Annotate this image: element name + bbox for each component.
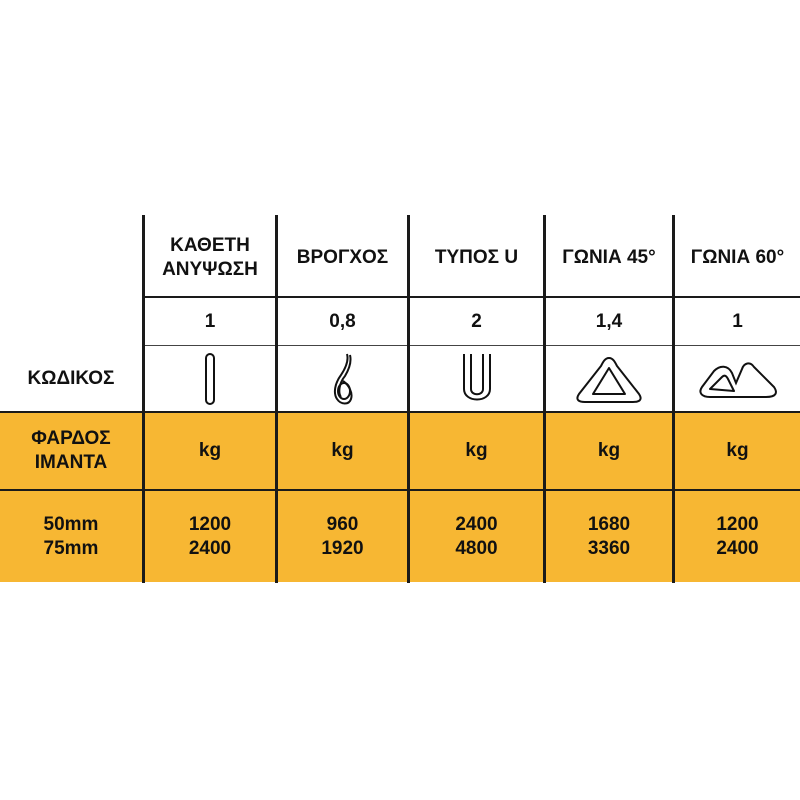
width-value: 50mm xyxy=(43,514,99,536)
factor-value: 1 xyxy=(204,311,216,333)
factor-value: 1,4 xyxy=(595,311,623,333)
width-values xyxy=(0,492,142,582)
capacity-value: 4800 xyxy=(455,538,498,559)
capacity-value: 1920 xyxy=(321,538,364,559)
width-value: 75mm xyxy=(43,538,99,559)
header-angle-45: ΓΩΝΙΑ 45° xyxy=(562,247,656,269)
capacity-cell xyxy=(546,492,672,582)
capacity-cell xyxy=(278,492,407,582)
factor-value: 0,8 xyxy=(329,311,356,333)
header-choker: ΒΡΟΓΧΟΣ xyxy=(296,247,389,269)
factor-value: 2 xyxy=(471,311,482,333)
row-divider xyxy=(0,411,800,413)
row-divider xyxy=(143,296,800,298)
capacity-cell xyxy=(410,492,543,582)
capacity-value: 1200 xyxy=(188,514,232,536)
factor-value: 1 xyxy=(732,311,743,333)
header-vertical-lift xyxy=(145,222,275,294)
vertical-sling-icon xyxy=(145,347,275,411)
code-label: ΚΩΔΙΚΟΣ xyxy=(27,368,115,390)
angle-45-sling-icon xyxy=(546,347,672,411)
row-divider xyxy=(143,345,800,346)
row-divider xyxy=(0,489,800,491)
capacity-value: 2400 xyxy=(716,538,759,559)
capacity-cell xyxy=(675,492,800,582)
header-line: ΚΑΘΕΤΗ xyxy=(170,235,250,257)
width-label-line: ΦΑΡΔΟΣ xyxy=(31,428,111,450)
capacity-value: 3360 xyxy=(587,538,631,559)
capacity-value: 1200 xyxy=(716,514,759,536)
header-line: ΑΝΥΨΩΣΗ xyxy=(162,259,258,280)
unit-cell: kg xyxy=(198,440,222,462)
header-u-type: ΤΥΠΟΣ U xyxy=(434,247,519,269)
header-angle-60: ΓΩΝΙΑ 60° xyxy=(690,247,785,269)
choker-loop-icon xyxy=(278,347,407,411)
unit-cell: kg xyxy=(331,440,354,462)
capacity-value: 2400 xyxy=(188,538,232,559)
capacity-value: 1680 xyxy=(587,514,631,536)
width-label xyxy=(0,414,142,488)
angle-60-sling-icon xyxy=(675,347,800,411)
width-label-line: ΙΜΑΝΤΑ xyxy=(34,452,108,473)
unit-cell: kg xyxy=(465,440,488,462)
capacity-value: 2400 xyxy=(455,514,498,536)
capacity-cell xyxy=(145,492,275,582)
u-basket-icon xyxy=(410,347,543,411)
capacity-value: 960 xyxy=(326,514,359,536)
unit-cell: kg xyxy=(597,440,621,462)
unit-cell: kg xyxy=(726,440,749,462)
